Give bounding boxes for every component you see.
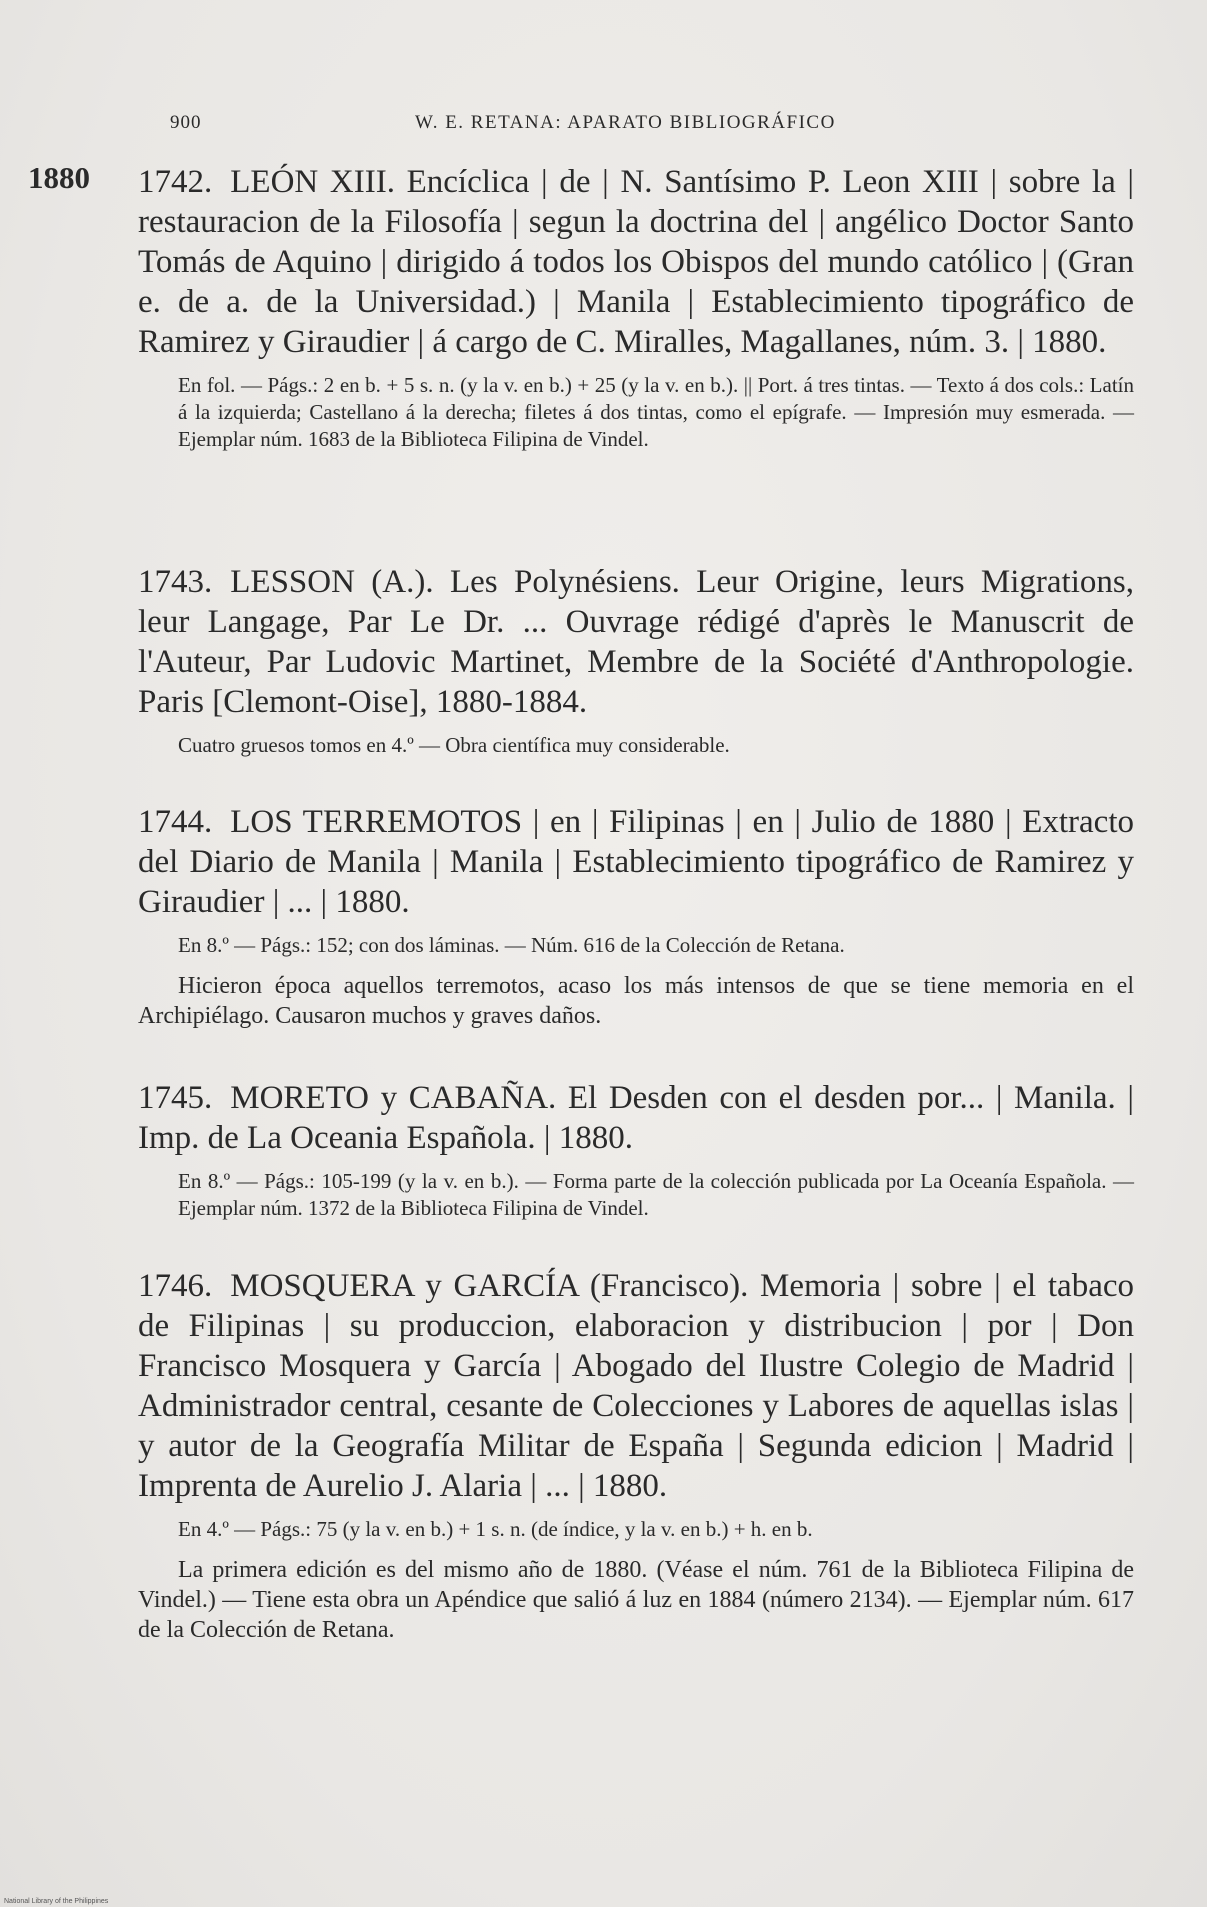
entry-note: Cuatro gruesos tomos en 4.º — Obra científica muy considerable.: [178, 733, 730, 757]
entry-title: LEÓN XIII. Encíclica | de | N. Santísimo P. Leon XIII | sobre la | restauracion de la Filosofía | segun la doctrina del | angélico Doctor Santo Tomás de Aquino | dirigido á todos los Obispos del mundo católico | (Gran e. de a. de la Universidad.) | Manila | Establecimiento tipográfico de Ramirez y Giraudier | á cargo de C. Miralles, Magallanes, núm. 3. | 1880.: [138, 164, 1134, 360]
entry-main: [138, 162, 1134, 362]
entry-title: LESSON (A.). Les Polynésiens. Leur Origine, leurs Migrations, leur Langage, Par Le Dr. ... Ouvrage rédigé d'après le Manuscrit de l'Auteur, Par Ludovic Martinet, Membre de la Société d'Anthropologie. Paris [Clemont-Oise], 1880-1884.: [138, 564, 1134, 720]
entry-main: [138, 562, 1134, 722]
entry-note: En 8.º — Págs.: 105-199 (y la v. en b.). — Forma parte de la colección publicada por La Oceanía Española. — Ejemplar núm. 1372 de la Biblioteca Filipina de Vindel.: [178, 1169, 1134, 1220]
entry-1746: [138, 1266, 1134, 1645]
entry-main: [138, 802, 1134, 922]
entry-number: 1744.: [138, 804, 213, 840]
entry-note: En 4.º — Págs.: 75 (y la v. en b.) + 1 s. n. (de índice, y la v. en b.) + h. en b.: [178, 1517, 813, 1541]
entry-commentary: La primera edición es del mismo año de 1880. (Véase el núm. 761 de la Biblioteca Filipina de Vindel.) — Tiene esta obra un Apéndice que salió á luz en 1884 (número 2134). — Ejemplar núm. 617 de la Colección de Retana.: [138, 1557, 1134, 1643]
entry-number: 1746.: [138, 1268, 213, 1304]
entry-note: En 8.º — Págs.: 152; con dos láminas. — Núm. 616 de la Colección de Retana.: [178, 933, 845, 957]
entry-commentary: Hicieron época aquellos terremotos, acaso los más intensos de que se tiene memoria en el Archipiélago. Causaron muchos y graves daños.: [138, 973, 1134, 1029]
entry-1744: [138, 802, 1134, 1031]
entry-number: 1742.: [138, 164, 213, 200]
entry-1743: [138, 562, 1134, 759]
entry-title: LOS TERREMOTOS | en | Filipinas | en | Julio de 1880 | Extracto del Diario de Manila | Manila | Establecimiento tipográfico de Ramirez y Giraudier | ... | 1880.: [138, 804, 1134, 920]
entry-1745: [138, 1078, 1134, 1222]
entry-title: MORETO y CABAÑA. El Desden con el desden por... | Manila. | Imp. de La Oceania Española. | 1880.: [138, 1080, 1134, 1156]
entry-main: [138, 1266, 1134, 1506]
entry-1742: [138, 162, 1134, 453]
footer-credit: National Library of the Philippines: [4, 1898, 109, 1905]
entry-number: 1743.: [138, 564, 213, 600]
entry-main: [138, 1078, 1134, 1158]
entry-note: En fol. — Págs.: 2 en b. + 5 s. n. (y la v. en b.) + 25 (y la v. en b.). || Port. á tres tintas. — Texto á dos cols.: Latín á la izquierda; Castellano á la derecha; filetes á dos tintas, como el epígrafe. — Impresión muy esmerada. — Ejemplar núm. 1683 de la Biblioteca Filipina de Vindel.: [178, 373, 1134, 451]
margin-year: 1880: [28, 160, 90, 195]
entry-number: 1745.: [138, 1080, 213, 1116]
page-number: 900: [170, 112, 202, 133]
entry-title: MOSQUERA y GARCÍA (Francisco). Memoria | sobre | el tabaco de Filipinas | su produccion, elaboracion y distribucion | por | Don Francisco Mosquera y García | Abogado del Ilustre Colegio de Madrid | Administrador central, cesante de Colecciones y Labores de aquellas islas | y autor de la Geografía Militar de España | Segunda edicion | Madrid | Imprenta de Aurelio J. Alaria | ... | 1880.: [138, 1268, 1134, 1504]
running-title: W. E. RETANA: APARATO BIBLIOGRÁFICO: [415, 112, 836, 133]
